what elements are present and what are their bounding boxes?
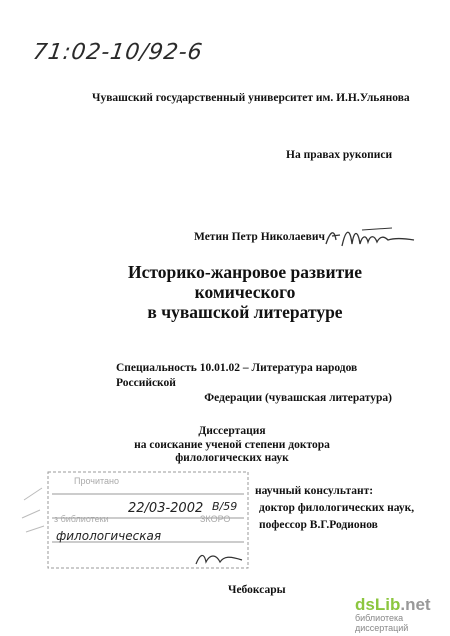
specialty-line-1: Специальность 10.01.02 – Литература народов Российской	[116, 362, 358, 389]
svg-text:ЗКОРО: ЗКОРО	[200, 514, 231, 524]
author-signature	[322, 218, 417, 254]
title-line-1: Историко-жанровое развитие	[127, 262, 363, 282]
title-line-3: в чувашской литературе	[147, 302, 343, 322]
library-stamp	[20, 470, 252, 580]
title-line-2: комического	[194, 282, 296, 302]
watermark-brand-tld: .net	[400, 595, 431, 614]
watermark-subtitle: библиотека диссертаций	[355, 613, 409, 633]
degree-line-1: Диссертация	[198, 425, 266, 437]
degree-line-2: на соискание ученой степени доктора	[134, 438, 330, 451]
author-name: Метин Петр Николаевич	[194, 231, 325, 243]
dissertation-title	[120, 262, 370, 322]
university-name: Чувашский государственный университет им. И.Н.Ульянова	[92, 92, 410, 104]
scientific-advisor	[255, 483, 414, 534]
city: Чебоксары	[228, 584, 286, 596]
watermark-brand	[355, 595, 450, 615]
specialty-line-2: Федерации (чувашская литература)	[204, 392, 392, 404]
catalog-number: 71:02-10/92-6	[31, 40, 205, 65]
stamp-code: В/59	[212, 500, 238, 513]
degree-line-3: филологических наук	[175, 452, 289, 464]
specialty	[116, 361, 410, 406]
advisor-line-3: пофессор В.Г.Родионов	[259, 519, 378, 531]
watermark-brand-main: dsLib	[355, 595, 401, 614]
svg-text:з библиотеки: з библиотеки	[54, 514, 109, 524]
stamp-date: 22/03-2002	[128, 501, 204, 516]
manuscript-rights-note: На правах рукописи	[286, 149, 393, 161]
advisor-line-1: научный консультант:	[255, 485, 374, 497]
svg-text:Прочитано: Прочитано	[74, 476, 119, 486]
dissertation-degree	[130, 425, 334, 466]
stamp-field: филологическая	[56, 529, 162, 543]
watermark	[355, 595, 450, 633]
advisor-line-2: доктор филологических наук,	[259, 502, 415, 514]
